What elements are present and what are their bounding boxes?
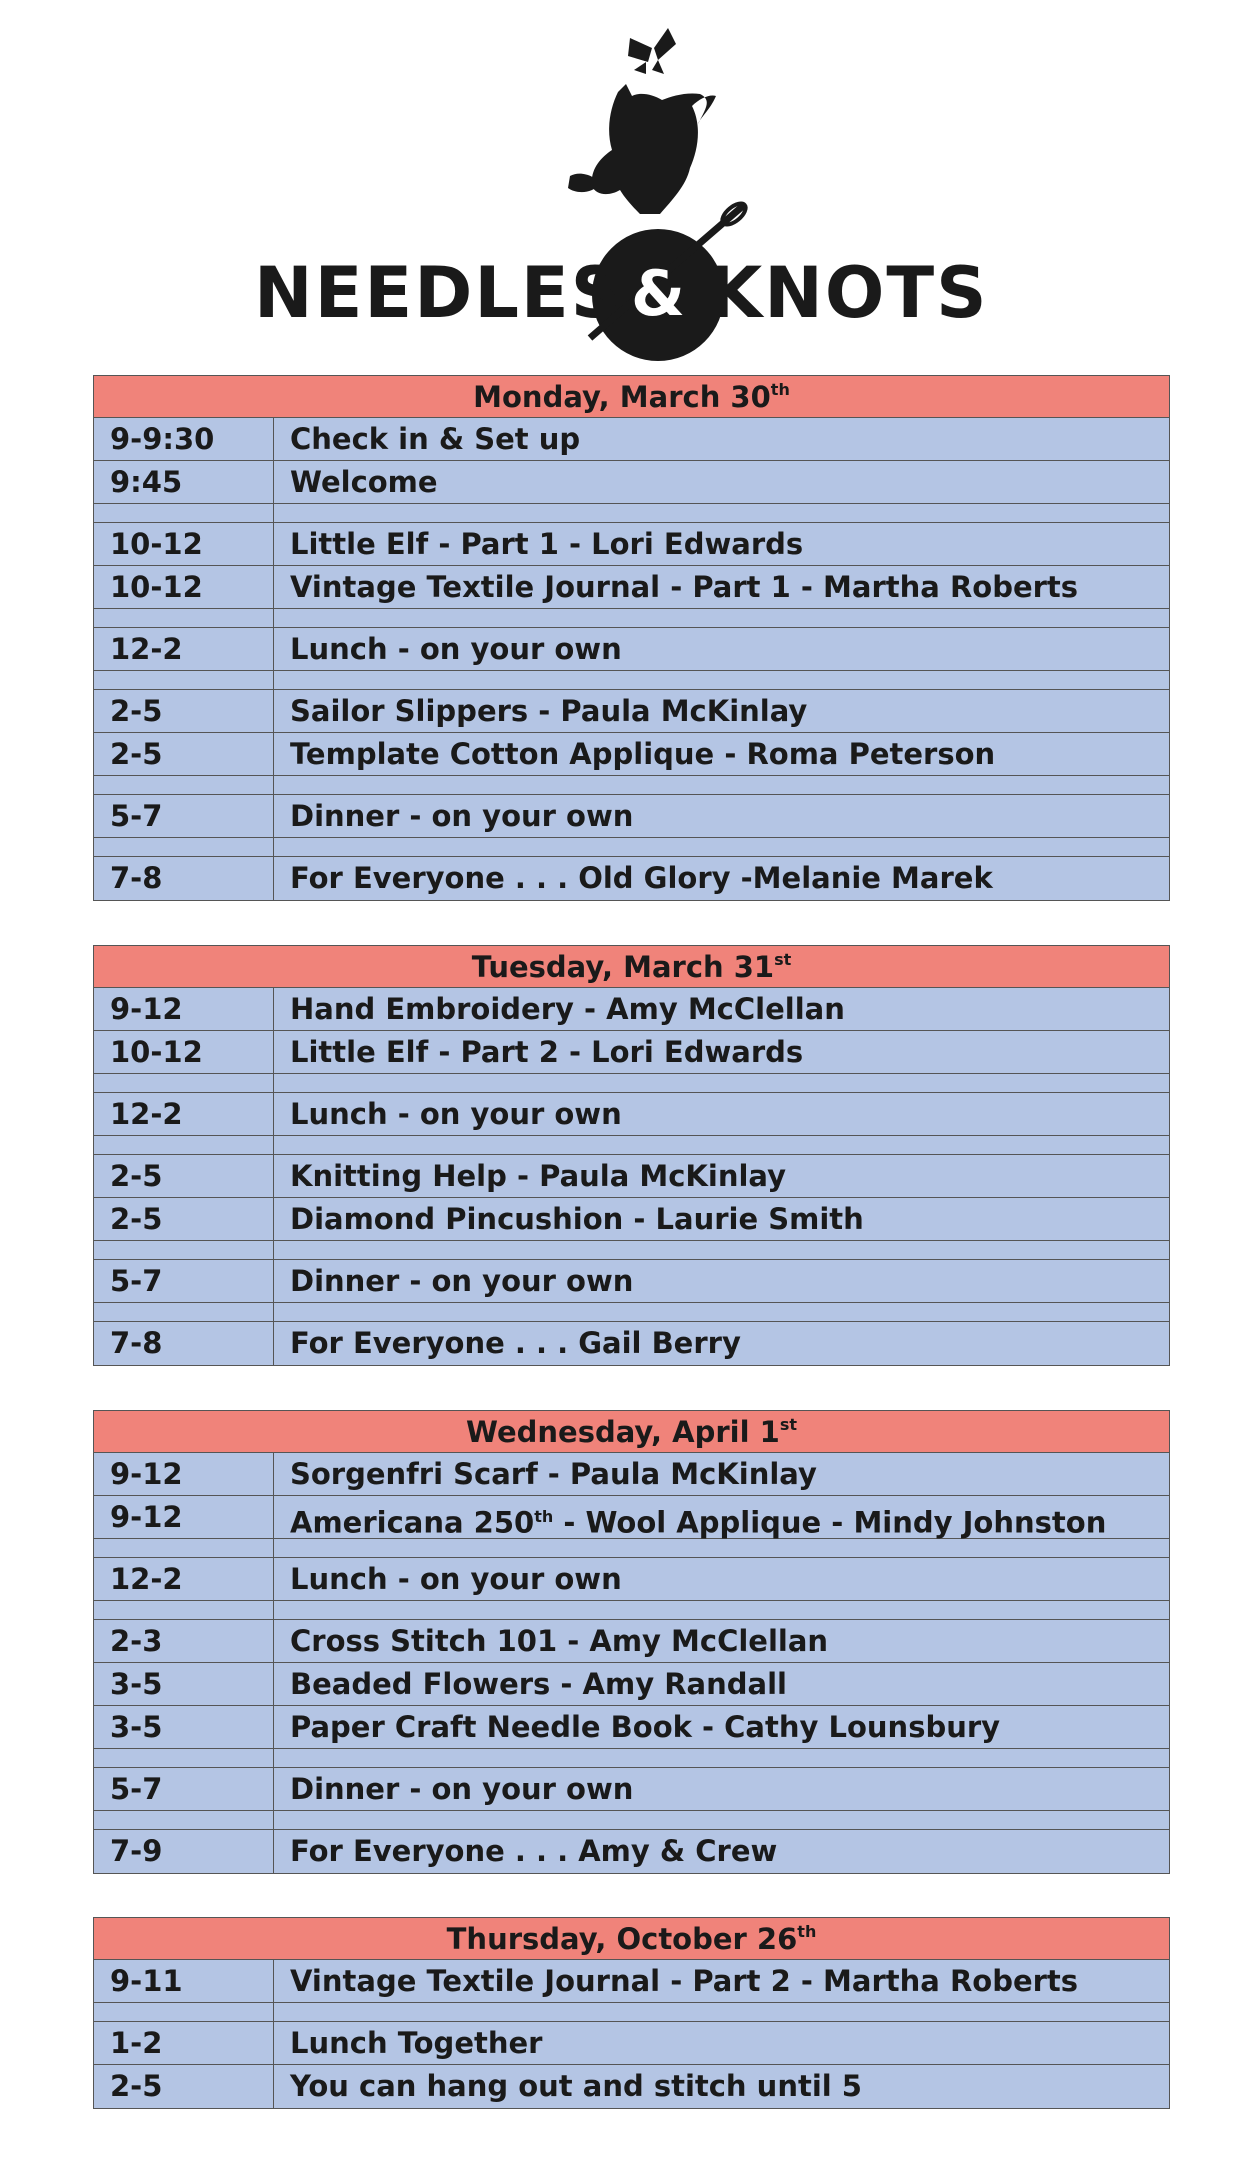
table-row [94, 1768, 1169, 1811]
event-text: Check in & Set up [290, 422, 581, 456]
event-cell [274, 523, 1169, 565]
event-cell [274, 1620, 1169, 1662]
event-cell [274, 1496, 1169, 1538]
table-row [94, 1558, 1169, 1601]
event-superscript: th [534, 1507, 554, 1526]
spacer-row [94, 504, 1169, 523]
time-cell: 2-5 [94, 1155, 274, 1197]
event-cell [274, 857, 1169, 900]
event-cell [274, 1303, 1169, 1321]
event-cell [274, 1960, 1169, 2002]
event-cell [274, 461, 1169, 503]
time-cell: 2-5 [94, 1198, 274, 1240]
event-cell [274, 1136, 1169, 1154]
time-cell: 3-5 [94, 1663, 274, 1705]
spacer-row [94, 1601, 1169, 1620]
event-cell [274, 1811, 1169, 1829]
table-row [94, 1198, 1169, 1241]
event-cell [274, 1198, 1169, 1240]
event-text: Cross Stitch 101 - Amy McClellan [290, 1624, 829, 1658]
event-cell [274, 1093, 1169, 1135]
brand-needles: NEEDLES [254, 252, 624, 334]
day-table [93, 375, 1170, 901]
day-title: Wednesday, April 1 [466, 1415, 780, 1449]
spacer-row [94, 1811, 1169, 1830]
event-text: Lunch - on your own [290, 632, 622, 666]
table-row [94, 1260, 1169, 1303]
day-title-suffix: st [774, 950, 792, 969]
time-cell: 2-5 [94, 690, 274, 732]
time-cell [94, 1303, 274, 1321]
brand-knots: KNOTS [708, 252, 989, 334]
event-cell [274, 1031, 1169, 1073]
time-cell: 2-5 [94, 733, 274, 775]
table-row [94, 1830, 1169, 1873]
table-row [94, 1960, 1169, 2003]
table-row [94, 461, 1169, 504]
event-text: Welcome [290, 465, 438, 499]
time-cell [94, 838, 274, 856]
table-row [94, 1496, 1169, 1539]
day-title-suffix: th [797, 1922, 817, 1941]
table-row [94, 418, 1169, 461]
event-text: For Everyone . . . Amy & Crew [290, 1834, 778, 1868]
event-cell [274, 690, 1169, 732]
table-row [94, 988, 1169, 1031]
table-row [94, 1620, 1169, 1663]
event-cell [274, 1706, 1169, 1748]
event-text: Little Elf - Part 2 - Lori Edwards [290, 1035, 804, 1069]
event-cell [274, 1663, 1169, 1705]
event-text: You can hang out and stitch until 5 [290, 2069, 862, 2103]
time-cell: 12-2 [94, 628, 274, 670]
spacer-row [94, 1539, 1169, 1558]
time-cell: 10-12 [94, 566, 274, 608]
time-cell: 9-12 [94, 1453, 274, 1495]
table-row [94, 2022, 1169, 2065]
event-text: Sorgenfri Scarf - Paula McKinlay [290, 1457, 817, 1491]
event-text: Vintage Textile Journal - Part 2 - Martha Roberts [290, 1964, 1079, 1998]
event-text: Dinner - on your own [290, 1264, 634, 1298]
spacer-row [94, 838, 1169, 857]
time-cell: 2-5 [94, 2065, 274, 2108]
table-row [94, 795, 1169, 838]
spacer-row [94, 1241, 1169, 1260]
event-cell [274, 566, 1169, 608]
cat-icon [568, 84, 716, 214]
spacer-row [94, 1749, 1169, 1768]
time-cell: 9-12 [94, 1496, 274, 1538]
event-text: Template Cotton Applique - Roma Peterson [290, 737, 996, 771]
time-cell: 5-7 [94, 1768, 274, 1810]
event-cell [274, 1539, 1169, 1557]
table-row [94, 1706, 1169, 1749]
day-table [93, 1410, 1170, 1874]
time-cell [94, 671, 274, 689]
table-row [94, 733, 1169, 776]
day-title: Monday, March 30 [473, 380, 771, 414]
time-cell [94, 1074, 274, 1092]
event-text: Lunch - on your own [290, 1562, 622, 1596]
day-header [94, 1411, 1169, 1453]
time-cell [94, 1749, 274, 1767]
cat-yarn-logo-icon [0, 0, 1254, 370]
table-row [94, 628, 1169, 671]
day-header [94, 1918, 1169, 1960]
time-cell: 7-8 [94, 1322, 274, 1365]
event-cell [274, 1322, 1169, 1365]
time-cell: 1-2 [94, 2022, 274, 2064]
event-cell [274, 1155, 1169, 1197]
time-cell: 9-12 [94, 988, 274, 1030]
event-cell [274, 2065, 1169, 2108]
event-text: Dinner - on your own [290, 1772, 634, 1806]
time-cell: 9-11 [94, 1960, 274, 2002]
table-row [94, 1453, 1169, 1496]
event-text: Sailor Slippers - Paula McKinlay [290, 694, 808, 728]
time-cell: 10-12 [94, 523, 274, 565]
spacer-row [94, 1303, 1169, 1322]
logo [0, 0, 1254, 370]
table-row [94, 1031, 1169, 1074]
event-cell [274, 988, 1169, 1030]
table-row [94, 1663, 1169, 1706]
time-cell [94, 1136, 274, 1154]
day-title-suffix: th [770, 380, 790, 399]
butterfly-icon [628, 28, 676, 74]
event-text: Little Elf - Part 1 - Lori Edwards [290, 527, 804, 561]
table-row [94, 1093, 1169, 1136]
event-text: Knitting Help - Paula McKinlay [290, 1159, 787, 1193]
event-cell [274, 1260, 1169, 1302]
event-text: Vintage Textile Journal - Part 1 - Martha Roberts [290, 570, 1079, 604]
event-text: For Everyone . . . Gail Berry [290, 1326, 741, 1360]
table-row [94, 1322, 1169, 1365]
time-cell [94, 1241, 274, 1259]
day-title-suffix: st [779, 1415, 797, 1434]
event-text: Diamond Pincushion - Laurie Smith [290, 1202, 864, 1236]
event-cell [274, 2003, 1169, 2021]
table-row [94, 2065, 1169, 2108]
spacer-row [94, 2003, 1169, 2022]
table-row [94, 1155, 1169, 1198]
table-row [94, 857, 1169, 900]
spacer-row [94, 776, 1169, 795]
event-text: Dinner - on your own [290, 799, 634, 833]
event-text-tail: - Wool Applique - Mindy Johnston [553, 1505, 1107, 1540]
time-cell [94, 776, 274, 794]
event-text: Beaded Flowers - Amy Randall [290, 1667, 787, 1701]
time-cell [94, 1539, 274, 1557]
spacer-row [94, 609, 1169, 628]
event-cell [274, 628, 1169, 670]
time-cell: 9-9:30 [94, 418, 274, 460]
spacer-row [94, 671, 1169, 690]
time-cell [94, 1811, 274, 1829]
event-cell [274, 1830, 1169, 1873]
event-cell [274, 1749, 1169, 1767]
event-cell [274, 838, 1169, 856]
time-cell: 5-7 [94, 1260, 274, 1302]
time-cell: 3-5 [94, 1706, 274, 1748]
brand-ampersand: & [630, 257, 686, 330]
day-table [93, 1917, 1170, 2109]
day-header [94, 946, 1169, 988]
event-cell [274, 609, 1169, 627]
time-cell: 10-12 [94, 1031, 274, 1073]
time-cell: 7-9 [94, 1830, 274, 1873]
event-cell [274, 1453, 1169, 1495]
day-table [93, 945, 1170, 1366]
event-text: Paper Craft Needle Book - Cathy Lounsbury [290, 1710, 1001, 1744]
event-cell [274, 671, 1169, 689]
event-cell [274, 2022, 1169, 2064]
spacer-row [94, 1074, 1169, 1093]
event-cell [274, 1558, 1169, 1600]
time-cell: 5-7 [94, 795, 274, 837]
time-cell [94, 504, 274, 522]
event-cell [274, 776, 1169, 794]
time-cell: 9:45 [94, 461, 274, 503]
time-cell [94, 2003, 274, 2021]
event-text: Hand Embroidery - Amy McClellan [290, 992, 845, 1026]
day-title: Tuesday, March 31 [471, 950, 775, 984]
event-cell [274, 1601, 1169, 1619]
time-cell [94, 1601, 274, 1619]
event-text: For Everyone . . . Old Glory -Melanie Marek [290, 861, 993, 895]
day-header [94, 376, 1169, 418]
event-text: Americana 250 [290, 1505, 535, 1540]
event-cell [274, 795, 1169, 837]
event-cell [274, 504, 1169, 522]
time-cell: 2-3 [94, 1620, 274, 1662]
table-row [94, 690, 1169, 733]
event-text: Lunch Together [290, 2026, 543, 2060]
spacer-row [94, 1136, 1169, 1155]
table-row [94, 566, 1169, 609]
time-cell [94, 609, 274, 627]
time-cell: 12-2 [94, 1558, 274, 1600]
event-cell [274, 1768, 1169, 1810]
table-row [94, 523, 1169, 566]
time-cell: 12-2 [94, 1093, 274, 1135]
event-cell [274, 733, 1169, 775]
time-cell: 7-8 [94, 857, 274, 900]
event-cell [274, 1074, 1169, 1092]
event-text: Lunch - on your own [290, 1097, 622, 1131]
event-cell [274, 1241, 1169, 1259]
event-cell [274, 418, 1169, 460]
day-title: Thursday, October 26 [446, 1922, 798, 1956]
